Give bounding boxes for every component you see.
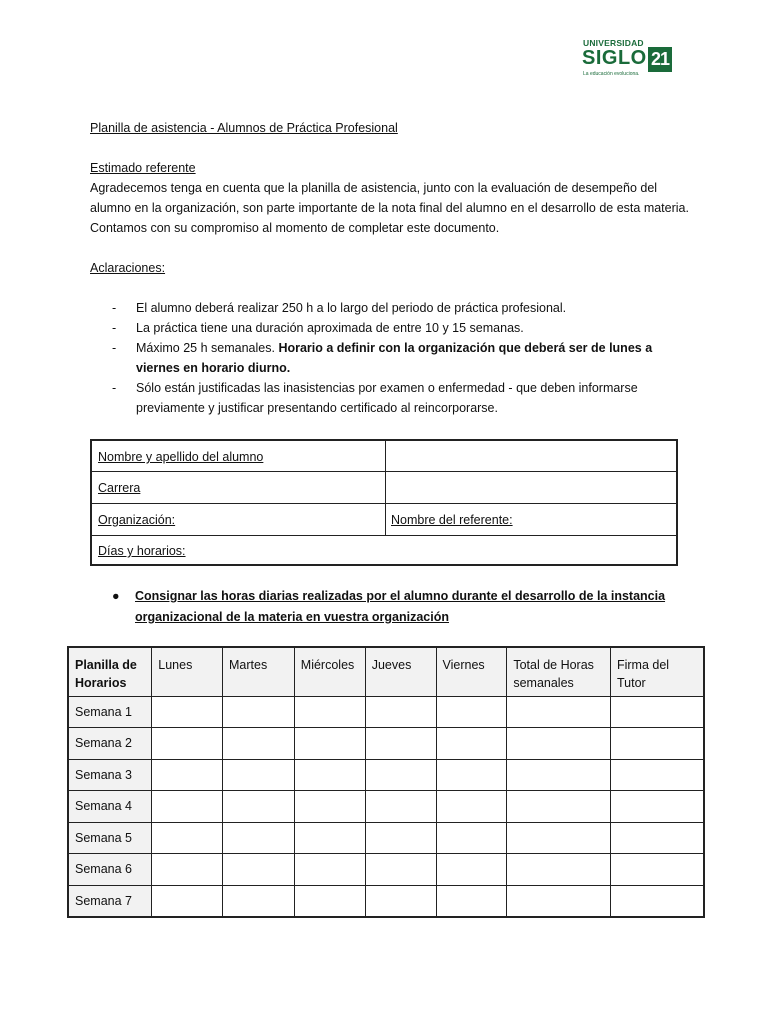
- table-cell[interactable]: [610, 696, 704, 728]
- table-cell[interactable]: [223, 696, 295, 728]
- table-cell[interactable]: [294, 854, 365, 886]
- table-cell[interactable]: [436, 791, 507, 823]
- table-cell[interactable]: [152, 728, 223, 760]
- table-row: [68, 696, 704, 728]
- bullet-marker: ●: [112, 589, 120, 603]
- table-cell[interactable]: [294, 728, 365, 760]
- header-total: Total de Horas semanales: [507, 647, 611, 696]
- week-label: Semana 6: [68, 854, 152, 886]
- document-title: Planilla de asistencia - Alumnos de Práctica Profesional: [90, 121, 398, 135]
- table-cell[interactable]: [223, 791, 295, 823]
- dash-marker: -: [112, 341, 117, 355]
- header-martes: Martes: [223, 647, 295, 696]
- table-cell[interactable]: [507, 696, 611, 728]
- table-cell[interactable]: [294, 885, 365, 917]
- header-jueves: Jueves: [365, 647, 436, 696]
- table-cell[interactable]: [223, 759, 295, 791]
- logo-universidad: UNIVERSIDAD: [583, 38, 644, 48]
- dash-marker: -: [112, 321, 117, 335]
- career-label: Carrera: [98, 481, 141, 495]
- table-cell[interactable]: [365, 791, 436, 823]
- table-row: [68, 728, 704, 760]
- table-cell[interactable]: [610, 885, 704, 917]
- student-info-table: [90, 439, 678, 566]
- table-row: [68, 791, 704, 823]
- table-cell[interactable]: [152, 759, 223, 791]
- aclaraciones-heading: Aclaraciones:: [90, 261, 166, 275]
- table-cell[interactable]: [436, 885, 507, 917]
- table-cell[interactable]: [610, 822, 704, 854]
- table-cell[interactable]: [436, 822, 507, 854]
- dash-marker: -: [112, 381, 117, 395]
- week-label: Semana 7: [68, 885, 152, 917]
- intro-paragraph: Agradecemos tenga en cuenta que la planilla de asistencia, junto con la evaluación de desempeño del alumno en la organización, son parte importante de la nota final del alumno en el desarrollo de esta materia. Contamos con su compromiso al momento de completar este documento.: [90, 181, 689, 235]
- instruction-text: Consignar las horas diarias realizadas por el alumno durante el desarrollo de la instancia organizacional de la materia en vuestra organización: [135, 589, 666, 624]
- table-cell[interactable]: [610, 791, 704, 823]
- week-label: Semana 1: [68, 696, 152, 728]
- dash-marker: -: [112, 301, 117, 315]
- table-cell[interactable]: [436, 854, 507, 886]
- student-name-label: Nombre y apellido del alumno: [98, 450, 264, 464]
- table-cell[interactable]: [152, 822, 223, 854]
- table-cell[interactable]: [223, 885, 295, 917]
- logo-siglo: SIGLO: [582, 47, 647, 69]
- list-item: [90, 338, 690, 378]
- table-cell[interactable]: [507, 885, 611, 917]
- header-firma: Firma del Tutor: [610, 647, 704, 696]
- header-lunes: Lunes: [152, 647, 223, 696]
- table-cell[interactable]: [436, 728, 507, 760]
- table-cell[interactable]: [436, 759, 507, 791]
- list-item-text: Máximo 25 h semanales.: [136, 341, 279, 355]
- table-cell[interactable]: [152, 854, 223, 886]
- table-cell[interactable]: [223, 854, 295, 886]
- header-planilla: Planilla de Horarios: [68, 647, 152, 696]
- list-item: [90, 378, 690, 418]
- table-cell[interactable]: [507, 791, 611, 823]
- schedule-table: [67, 646, 705, 918]
- table-cell[interactable]: [365, 759, 436, 791]
- table-cell[interactable]: [294, 822, 365, 854]
- table-cell[interactable]: [223, 728, 295, 760]
- table-row: [68, 822, 704, 854]
- schedule-header-row: [68, 647, 704, 696]
- week-label: Semana 5: [68, 822, 152, 854]
- table-cell[interactable]: [365, 885, 436, 917]
- table-cell[interactable]: [365, 696, 436, 728]
- table-row: [68, 885, 704, 917]
- table-cell[interactable]: [294, 696, 365, 728]
- list-item-text: La práctica tiene una duración aproximada de entre 10 y 15 semanas.: [136, 321, 524, 335]
- greeting-heading: Estimado referente: [90, 161, 196, 175]
- list-item: [90, 298, 690, 318]
- student-name-field[interactable]: [391, 441, 671, 471]
- table-row: [68, 854, 704, 886]
- table-cell[interactable]: [365, 728, 436, 760]
- week-label: Semana 4: [68, 791, 152, 823]
- week-label: Semana 2: [68, 728, 152, 760]
- table-cell[interactable]: [152, 791, 223, 823]
- table-cell[interactable]: [507, 822, 611, 854]
- week-label: Semana 3: [68, 759, 152, 791]
- table-cell[interactable]: [223, 822, 295, 854]
- list-item: [90, 318, 690, 338]
- table-cell[interactable]: [610, 728, 704, 760]
- career-field[interactable]: [391, 472, 671, 502]
- table-cell[interactable]: [610, 854, 704, 886]
- list-item-bold-text: Horario a definir con la organización que deberá ser de lunes a viernes en horario diurno.: [136, 341, 653, 375]
- list-item-text: Sólo están justificadas las inasistencias por examen o enfermedad - que deben informarse previamente y justificar presentando certificado al reincorporarse.: [136, 381, 638, 415]
- table-cell[interactable]: [610, 759, 704, 791]
- referent-name-label: Nombre del referente:: [391, 513, 513, 527]
- logo-tagline: La educación evoluciona.: [583, 71, 640, 77]
- table-cell[interactable]: [365, 854, 436, 886]
- days-hours-label: Días y horarios:: [98, 544, 186, 558]
- table-cell[interactable]: [365, 822, 436, 854]
- logo-number: 21: [648, 47, 672, 72]
- aclaraciones-list: [90, 298, 690, 418]
- table-row: [68, 759, 704, 791]
- table-cell[interactable]: [436, 696, 507, 728]
- table-cell[interactable]: [152, 885, 223, 917]
- list-item-text: El alumno deberá realizar 250 h a lo largo del periodo de práctica profesional.: [136, 301, 567, 315]
- organization-label: Organización:: [98, 513, 176, 527]
- table-cell[interactable]: [294, 791, 365, 823]
- table-cell[interactable]: [507, 728, 611, 760]
- table-cell[interactable]: [507, 854, 611, 886]
- header-miercoles: Miércoles: [294, 647, 365, 696]
- table-cell[interactable]: [294, 759, 365, 791]
- header-viernes: Viernes: [436, 647, 507, 696]
- table-cell[interactable]: [152, 696, 223, 728]
- university-logo: [582, 38, 678, 80]
- table-cell[interactable]: [507, 759, 611, 791]
